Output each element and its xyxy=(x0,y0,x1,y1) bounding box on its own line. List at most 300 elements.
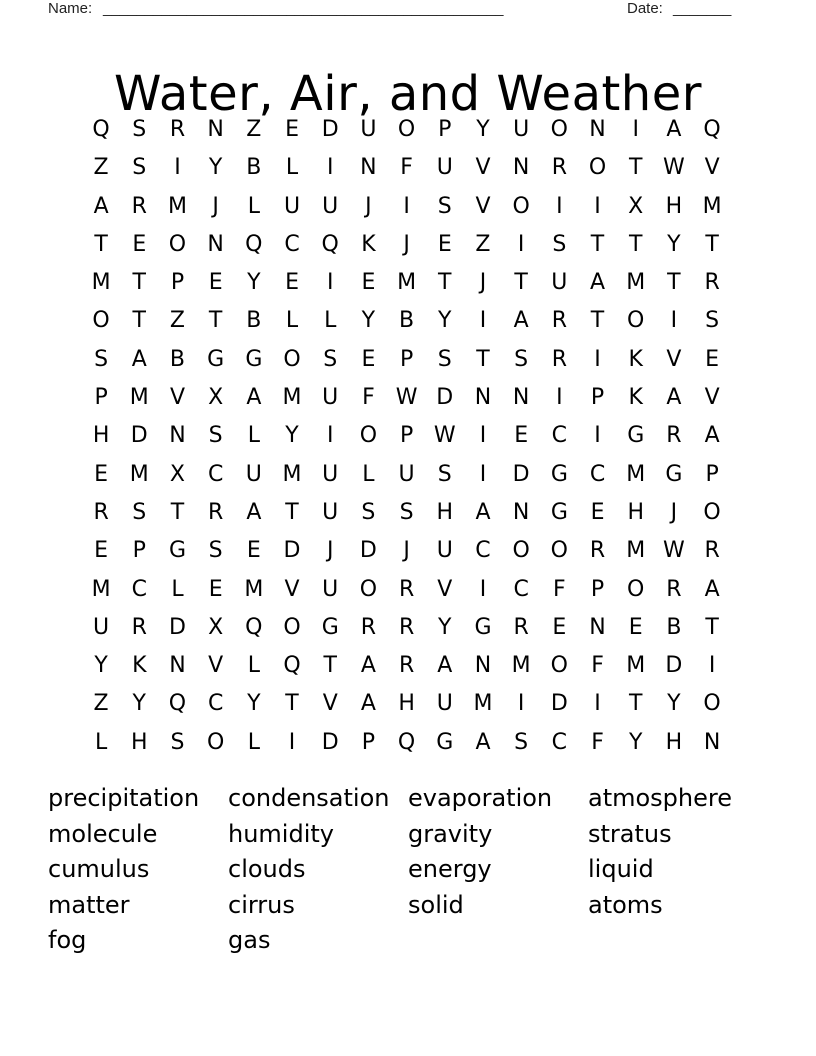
grid-letter[interactable]: S xyxy=(94,346,109,372)
grid-letter[interactable]: P xyxy=(399,423,414,449)
grid-letter[interactable]: N xyxy=(169,423,186,449)
grid-letter[interactable]: D xyxy=(168,614,186,640)
grid-letter[interactable]: G xyxy=(207,346,225,372)
grid-letter[interactable]: P xyxy=(94,385,108,411)
grid-letter[interactable]: A xyxy=(475,729,491,755)
grid-letter[interactable]: F xyxy=(591,729,604,755)
grid-letter[interactable]: I xyxy=(174,155,181,181)
grid-letter[interactable]: A xyxy=(513,308,529,334)
grid-letter[interactable]: K xyxy=(132,653,147,679)
grid-letter[interactable]: T xyxy=(323,653,337,679)
grid-letter[interactable]: Q xyxy=(168,691,187,717)
grid-letter[interactable]: R xyxy=(398,614,415,640)
grid-letter[interactable]: N xyxy=(512,155,530,181)
grid-letter[interactable]: D xyxy=(321,729,339,755)
grid-letter[interactable]: J xyxy=(212,193,219,219)
grid-letter[interactable]: O xyxy=(283,346,301,372)
grid-letter[interactable]: H xyxy=(131,729,148,755)
grid-letter[interactable]: Z xyxy=(93,155,109,181)
grid-letter[interactable]: O xyxy=(359,423,378,449)
grid-letter[interactable]: N xyxy=(512,385,530,411)
grid-letter[interactable]: E xyxy=(246,538,261,564)
grid-letter[interactable]: Y xyxy=(667,231,681,257)
grid-letter[interactable]: X xyxy=(169,461,185,487)
word-bank xyxy=(48,781,768,959)
grid-letter[interactable]: C xyxy=(207,461,224,487)
grid-letter[interactable]: A xyxy=(360,691,376,717)
grid-letter[interactable]: O xyxy=(550,538,568,564)
grid-letter[interactable]: M xyxy=(702,193,722,219)
grid-letter[interactable]: E xyxy=(628,614,643,640)
grid-letter[interactable]: V xyxy=(704,155,720,181)
grid-letter[interactable]: R xyxy=(666,576,682,602)
grid-letter[interactable]: O xyxy=(397,117,416,142)
grid-letter[interactable]: S xyxy=(132,117,147,142)
grid-letter[interactable]: I xyxy=(556,385,563,411)
word-bank-item: evaporation xyxy=(408,784,553,812)
grid-letter[interactable]: N xyxy=(703,729,721,755)
grid-letter[interactable]: U xyxy=(322,576,339,602)
grid-letter[interactable]: U xyxy=(322,499,339,525)
grid-letter[interactable]: U xyxy=(436,155,453,181)
grid-letter[interactable]: Y xyxy=(132,691,146,717)
grid-letter[interactable]: E xyxy=(94,461,109,487)
grid-letter[interactable]: C xyxy=(207,691,224,717)
grid-letter[interactable]: T xyxy=(514,270,528,296)
grid-letter[interactable]: S xyxy=(552,231,567,257)
grid-letter[interactable]: N xyxy=(474,653,492,679)
grid-letter[interactable]: G xyxy=(245,346,263,372)
grid-letter[interactable]: D xyxy=(321,117,339,142)
grid-letter[interactable]: S xyxy=(208,538,223,564)
grid-letter[interactable]: O xyxy=(588,155,607,181)
grid-letter[interactable]: V xyxy=(704,385,720,411)
name-field[interactable]: ________________________________________________ xyxy=(103,0,504,17)
grid-letter[interactable]: A xyxy=(437,653,453,679)
grid-letter[interactable]: B xyxy=(666,614,682,640)
grid-letter[interactable]: S xyxy=(514,729,529,755)
grid-letter[interactable]: S xyxy=(132,155,147,181)
grid-letter[interactable]: I xyxy=(326,155,334,181)
date-label: Date: xyxy=(627,0,663,17)
grid-letter[interactable]: E xyxy=(552,614,567,640)
grid-letter[interactable]: E xyxy=(285,270,299,296)
grid-letter[interactable]: R xyxy=(513,614,529,640)
grid-letter[interactable]: H xyxy=(436,499,454,525)
grid-letter[interactable]: P xyxy=(438,117,452,142)
grid-letter[interactable]: F xyxy=(553,576,566,602)
grid-letter[interactable]: O xyxy=(550,117,568,142)
grid-letter[interactable]: N xyxy=(169,653,186,679)
grid-letter[interactable]: T xyxy=(705,614,719,640)
grid-letter[interactable]: C xyxy=(284,231,300,257)
grid-letter[interactable]: Y xyxy=(94,653,108,679)
grid-letter[interactable]: S xyxy=(399,499,414,525)
grid-letter[interactable]: S xyxy=(514,346,529,372)
grid-letter[interactable]: I xyxy=(517,691,525,717)
grid-letter[interactable]: U xyxy=(360,117,377,142)
grid-letter[interactable]: L xyxy=(362,461,375,487)
grid-letter[interactable]: Z xyxy=(93,691,109,717)
grid-letter[interactable]: E xyxy=(361,270,376,296)
grid-letter[interactable]: E xyxy=(361,346,376,372)
grid-letter[interactable]: O xyxy=(283,614,301,640)
grid-letter[interactable]: V xyxy=(666,346,682,372)
grid-letter[interactable]: T xyxy=(628,691,643,717)
grid-letter[interactable]: W xyxy=(663,538,685,564)
grid-letter[interactable]: U xyxy=(322,385,339,411)
grid-letter[interactable]: E xyxy=(132,231,147,257)
grid-letter[interactable]: T xyxy=(438,270,452,296)
grid-letter[interactable]: P xyxy=(590,385,605,411)
grid-letter[interactable]: I xyxy=(326,423,334,449)
grid-letter[interactable]: O xyxy=(206,729,225,755)
grid-letter[interactable]: E xyxy=(208,270,223,296)
grid-letter[interactable]: R xyxy=(551,155,567,181)
grid-letter[interactable]: T xyxy=(590,308,605,334)
grid-letter[interactable]: Y xyxy=(285,423,299,449)
grid-letter[interactable]: F xyxy=(400,155,413,181)
grid-letter[interactable]: I xyxy=(670,308,678,334)
grid-letter[interactable]: M xyxy=(129,385,149,411)
grid-letter[interactable]: Q xyxy=(245,231,263,257)
grid-letter[interactable]: R xyxy=(704,270,720,296)
grid-letter[interactable]: A xyxy=(704,576,720,602)
word-bank-item: gravity xyxy=(408,819,493,848)
grid-letter[interactable]: H xyxy=(665,193,683,219)
grid-letter[interactable]: C xyxy=(551,423,568,449)
grid-letter[interactable]: X xyxy=(208,614,224,640)
grid-letter[interactable]: V xyxy=(208,653,224,679)
grid-letter[interactable]: L xyxy=(171,576,184,602)
grid-letter[interactable]: I xyxy=(594,193,601,219)
grid-letter[interactable]: U xyxy=(513,117,530,142)
grid-letter[interactable]: I xyxy=(288,729,296,755)
grid-letter[interactable]: N xyxy=(589,117,606,142)
grid-letter[interactable]: I xyxy=(556,193,563,219)
grid-letter[interactable]: G xyxy=(168,538,186,564)
grid-letter[interactable]: I xyxy=(479,423,487,449)
grid-letter[interactable]: U xyxy=(322,461,339,487)
grid-letter[interactable]: O xyxy=(627,308,645,334)
grid-letter[interactable]: V xyxy=(475,193,491,219)
grid-letter[interactable]: J xyxy=(326,538,334,564)
grid-letter[interactable]: D xyxy=(550,691,568,717)
grid-letter[interactable]: G xyxy=(627,423,645,449)
grid-letter[interactable]: X xyxy=(628,193,644,219)
grid-letter[interactable]: M xyxy=(473,691,493,717)
grid-letter[interactable]: J xyxy=(670,499,678,525)
grid-letter[interactable]: J xyxy=(365,193,372,219)
grid-letter[interactable]: E xyxy=(590,499,605,525)
grid-letter[interactable]: T xyxy=(476,346,490,372)
grid-letter[interactable]: Q xyxy=(245,614,263,640)
grid-letter[interactable]: T xyxy=(628,155,643,181)
grid-letter[interactable]: E xyxy=(285,117,299,142)
grid-letter[interactable]: O xyxy=(550,653,568,679)
grid-letter[interactable]: D xyxy=(665,653,683,679)
grid-letter[interactable]: U xyxy=(398,461,415,487)
grid-letter[interactable]: M xyxy=(397,270,417,296)
grid-letter[interactable]: Y xyxy=(476,117,490,142)
grid-letter[interactable]: M xyxy=(282,385,302,411)
grid-letter[interactable]: E xyxy=(94,538,109,564)
grid-letter[interactable]: O xyxy=(168,231,187,257)
grid-letter[interactable]: L xyxy=(247,193,260,219)
grid-letter[interactable]: N xyxy=(207,117,224,142)
grid-letter[interactable]: E xyxy=(208,576,223,602)
grid-letter[interactable]: J xyxy=(479,270,487,296)
grid-letter[interactable]: S xyxy=(705,308,720,334)
grid-letter[interactable]: I xyxy=(632,117,639,142)
word-bank-item: energy xyxy=(408,855,492,884)
grid-letter[interactable]: W xyxy=(663,155,685,181)
grid-letter[interactable]: P xyxy=(132,538,146,564)
grid-letter[interactable]: D xyxy=(283,538,301,564)
grid-letter[interactable]: T xyxy=(705,231,719,257)
grid-letter[interactable]: L xyxy=(285,308,299,334)
grid-letter[interactable]: A xyxy=(666,385,682,411)
grid-letter[interactable]: P xyxy=(361,729,376,755)
grid-letter[interactable]: S xyxy=(208,423,223,449)
grid-letter[interactable]: O xyxy=(92,308,110,334)
grid-letter[interactable]: Q xyxy=(397,729,416,755)
grid-letter[interactable]: U xyxy=(283,193,301,219)
grid-letter[interactable]: A xyxy=(246,385,262,411)
grid-letter[interactable]: Y xyxy=(438,308,452,334)
grid-letter[interactable]: P xyxy=(705,461,719,487)
grid-letter[interactable]: D xyxy=(512,461,530,487)
grid-letter[interactable]: L xyxy=(247,729,260,755)
grid-letter[interactable]: K xyxy=(628,346,643,372)
grid-letter[interactable]: B xyxy=(399,308,415,334)
grid-letter[interactable]: H xyxy=(398,691,415,717)
grid-letter[interactable]: I xyxy=(326,270,334,296)
grid-letter[interactable]: Q xyxy=(283,653,301,679)
grid-letter[interactable]: P xyxy=(399,346,414,372)
grid-letter[interactable]: G xyxy=(665,461,683,487)
grid-letter[interactable]: L xyxy=(324,308,337,334)
grid-letter[interactable]: C xyxy=(131,576,147,602)
grid-letter[interactable]: C xyxy=(475,538,491,564)
grid-letter[interactable]: E xyxy=(705,346,720,372)
grid-letter[interactable]: I xyxy=(517,231,525,257)
grid-letter[interactable]: C xyxy=(513,576,529,602)
grid-letter[interactable]: T xyxy=(132,308,146,334)
grid-letter[interactable]: M xyxy=(129,461,149,487)
grid-letter[interactable]: N xyxy=(589,614,606,640)
grid-letter[interactable]: Y xyxy=(438,614,452,640)
grid-letter[interactable]: I xyxy=(594,346,601,372)
grid-letter[interactable]: I xyxy=(594,691,601,717)
grid-letter[interactable]: R xyxy=(551,346,567,372)
word-bank-item: molecule xyxy=(48,819,158,848)
grid-letter[interactable]: N xyxy=(207,231,224,257)
grid-letter[interactable]: M xyxy=(626,270,646,296)
grid-letter[interactable]: U xyxy=(245,461,262,487)
grid-letter[interactable]: N xyxy=(474,385,492,411)
grid-letter[interactable]: U xyxy=(551,270,568,296)
grid-letter[interactable]: H xyxy=(92,423,110,449)
grid-letter[interactable]: Y xyxy=(247,691,261,717)
grid-letter[interactable]: I xyxy=(479,308,487,334)
grid-letter[interactable]: S xyxy=(361,499,376,525)
grid-letter[interactable]: T xyxy=(628,231,643,257)
grid-letter[interactable]: C xyxy=(551,729,568,755)
grid-letter[interactable]: A xyxy=(704,423,720,449)
grid-letter[interactable]: L xyxy=(94,729,108,755)
grid-letter[interactable]: J xyxy=(403,538,410,564)
grid-letter[interactable]: T xyxy=(590,231,605,257)
grid-letter[interactable]: D xyxy=(359,538,377,564)
grid-letter[interactable]: O xyxy=(627,576,645,602)
word-bank-item: fog xyxy=(48,926,87,955)
grid-letter[interactable]: I xyxy=(708,653,716,679)
grid-letter[interactable]: M xyxy=(91,270,111,296)
grid-letter[interactable]: G xyxy=(550,461,568,487)
grid-letter[interactable]: I xyxy=(403,193,410,219)
grid-letter[interactable]: V xyxy=(169,385,185,411)
grid-letter[interactable]: T xyxy=(667,270,681,296)
grid-letter[interactable]: R xyxy=(589,538,606,564)
grid-letter[interactable]: H xyxy=(627,499,644,525)
grid-letter[interactable]: V xyxy=(475,155,491,181)
grid-letter[interactable]: P xyxy=(590,576,605,602)
grid-letter[interactable]: U xyxy=(322,193,339,219)
grid-letter[interactable]: O xyxy=(512,538,530,564)
grid-letter[interactable]: R xyxy=(398,653,415,679)
grid-letter[interactable]: O xyxy=(359,576,378,602)
letter-grid xyxy=(82,111,731,762)
grid-letter[interactable]: I xyxy=(594,423,601,449)
grid-letter[interactable]: M xyxy=(626,653,646,679)
grid-letter[interactable]: F xyxy=(591,653,604,679)
grid-letter[interactable]: A xyxy=(590,270,606,296)
grid-letter[interactable]: T xyxy=(94,231,108,257)
grid-letter[interactable]: O xyxy=(703,499,721,525)
grid-letter[interactable]: I xyxy=(479,576,487,602)
grid-letter[interactable]: K xyxy=(361,231,376,257)
grid-letter[interactable]: O xyxy=(703,691,721,717)
grid-letter[interactable]: R xyxy=(169,117,186,142)
grid-letter[interactable]: T xyxy=(285,499,299,525)
grid-letter[interactable]: M xyxy=(626,538,646,564)
grid-letter[interactable]: Y xyxy=(247,270,261,296)
grid-letter[interactable]: T xyxy=(285,691,299,717)
grid-letter[interactable]: M xyxy=(244,576,264,602)
grid-letter[interactable]: G xyxy=(321,614,339,640)
grid-letter[interactable]: Q xyxy=(92,117,110,142)
grid-letter[interactable]: S xyxy=(437,193,452,219)
grid-letter[interactable]: F xyxy=(362,385,375,411)
grid-letter[interactable]: E xyxy=(514,423,529,449)
grid-letter[interactable]: R xyxy=(666,423,682,449)
grid-letter[interactable]: Z xyxy=(475,231,491,257)
grid-letter[interactable]: D xyxy=(130,423,148,449)
grid-letter[interactable]: C xyxy=(589,461,606,487)
grid-letter[interactable]: Q xyxy=(703,117,721,142)
grid-letter[interactable]: M xyxy=(167,193,187,219)
grid-letter[interactable]: S xyxy=(437,346,452,372)
grid-letter[interactable]: R xyxy=(398,576,415,602)
date-field[interactable]: _______ xyxy=(673,0,732,17)
grid-letter[interactable]: S xyxy=(132,499,147,525)
grid-letter[interactable]: R xyxy=(131,614,147,640)
grid-letter[interactable]: G xyxy=(436,729,454,755)
grid-letter[interactable]: A xyxy=(93,193,109,219)
grid-letter[interactable]: R xyxy=(704,538,720,564)
grid-letter[interactable]: V xyxy=(284,576,300,602)
grid-letter[interactable]: R xyxy=(551,308,567,334)
grid-letter[interactable]: Y xyxy=(361,308,376,334)
grid-letter[interactable]: T xyxy=(132,270,146,296)
grid-letter[interactable]: L xyxy=(285,155,299,181)
grid-letter[interactable]: X xyxy=(208,385,224,411)
grid-letter[interactable]: S xyxy=(437,461,452,487)
grid-letter[interactable]: N xyxy=(360,155,377,181)
grid-letter[interactable]: A xyxy=(360,653,376,679)
grid-letter[interactable]: A xyxy=(246,499,262,525)
grid-letter[interactable]: U xyxy=(436,538,453,564)
grid-letter[interactable]: H xyxy=(665,729,683,755)
grid-letter[interactable]: R xyxy=(131,193,147,219)
grid-letter[interactable]: A xyxy=(666,117,682,142)
grid-letter[interactable]: G xyxy=(550,499,568,525)
grid-letter[interactable]: R xyxy=(93,499,109,525)
grid-letter[interactable]: V xyxy=(437,576,453,602)
grid-letter[interactable]: L xyxy=(247,653,260,679)
grid-letter[interactable]: U xyxy=(93,614,110,640)
grid-letter[interactable]: Y xyxy=(208,155,223,181)
grid-letter[interactable]: M xyxy=(91,576,111,602)
grid-letter[interactable]: J xyxy=(403,231,410,257)
grid-letter[interactable]: M xyxy=(626,461,646,487)
grid-letter[interactable]: U xyxy=(436,691,453,717)
grid-letter[interactable]: B xyxy=(246,308,262,334)
grid-letter[interactable]: Y xyxy=(667,691,681,717)
grid-letter[interactable]: R xyxy=(208,499,224,525)
grid-letter[interactable]: W xyxy=(395,385,418,411)
grid-letter[interactable]: S xyxy=(170,729,185,755)
grid-letter[interactable]: M xyxy=(282,461,302,487)
grid-letter[interactable]: T xyxy=(170,499,185,525)
grid-letter[interactable]: P xyxy=(170,270,185,296)
grid-letter[interactable]: O xyxy=(512,193,530,219)
grid-letter[interactable]: V xyxy=(322,691,338,717)
grid-letter[interactable]: I xyxy=(479,461,487,487)
grid-letter[interactable]: Z xyxy=(169,308,185,334)
grid-letter[interactable]: M xyxy=(511,653,531,679)
grid-letter[interactable]: B xyxy=(169,346,186,372)
grid-letter[interactable]: A xyxy=(475,499,491,525)
grid-letter[interactable]: W xyxy=(433,423,456,449)
grid-letter[interactable]: Z xyxy=(246,117,262,142)
word-bank-item: gas xyxy=(228,926,271,955)
grid-letter[interactable]: N xyxy=(512,499,530,525)
grid-letter[interactable]: K xyxy=(628,385,643,411)
grid-letter[interactable]: T xyxy=(208,308,223,334)
grid-letter[interactable]: G xyxy=(474,614,492,640)
grid-letter[interactable]: L xyxy=(247,423,260,449)
grid-letter[interactable]: S xyxy=(323,346,338,372)
grid-letter[interactable]: R xyxy=(360,614,377,640)
grid-letter[interactable]: D xyxy=(436,385,454,411)
grid-letter[interactable]: A xyxy=(131,346,147,372)
grid-letter[interactable]: B xyxy=(246,155,262,181)
grid-letter[interactable]: E xyxy=(437,231,452,257)
grid-letter[interactable]: Q xyxy=(321,231,339,257)
grid-letter[interactable]: Y xyxy=(628,729,643,755)
